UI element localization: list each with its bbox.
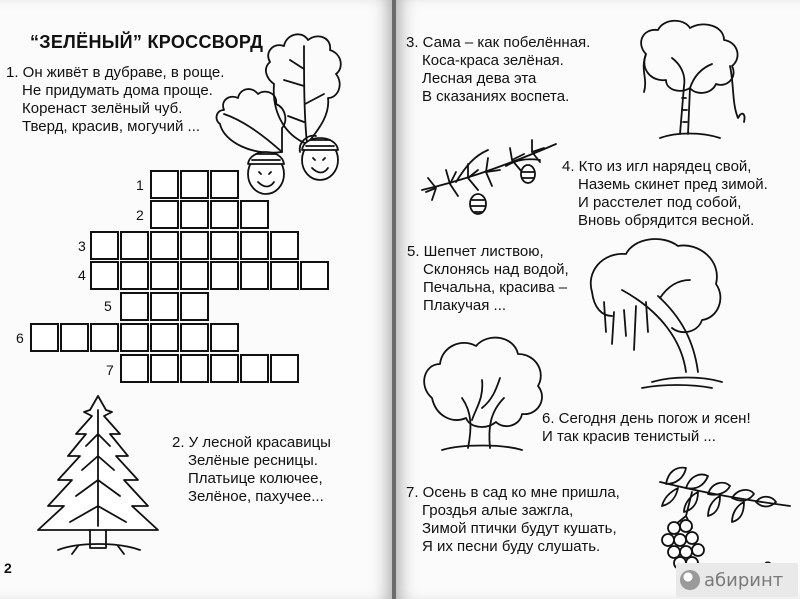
crossword-cell[interactable] (150, 261, 179, 290)
riddle-4-line: Вновь обрядится весной. (578, 212, 755, 229)
crossword-cell[interactable] (300, 261, 329, 290)
crossword-cell[interactable] (210, 323, 239, 352)
riddle-5 (407, 243, 569, 315)
riddle-1 (6, 64, 224, 136)
crossword-clue-number: 7 (106, 362, 114, 378)
riddle-6 (542, 410, 751, 446)
fir-tree-icon (28, 390, 168, 560)
riddle-6-line: И так красив тенистый ... (542, 428, 716, 445)
riddle-3-line: Лесная дева эта (422, 70, 537, 87)
crossword-cell[interactable] (240, 354, 269, 383)
crossword-cell[interactable] (120, 231, 149, 260)
crossword-cell[interactable] (180, 261, 209, 290)
crossword-cell[interactable] (120, 354, 149, 383)
riddle-7-line: Зимой птички будут кушать, (422, 520, 617, 537)
oak-leaf-acorns-icon (212, 24, 362, 194)
crossword-cell[interactable] (150, 292, 179, 321)
book-spine (392, 0, 396, 599)
page-title: “ЗЕЛЁНЫЙ” КРОССВОРД (30, 32, 264, 52)
crossword-cell[interactable] (150, 200, 179, 229)
crossword-cell[interactable] (210, 231, 239, 260)
crossword-cell[interactable] (120, 261, 149, 290)
riddle-2 (172, 434, 331, 506)
crossword-clue-number: 3 (78, 238, 86, 254)
crossword-cell[interactable] (120, 292, 149, 321)
crossword-clue-number: 4 (78, 267, 86, 283)
crossword-cell[interactable] (180, 231, 209, 260)
riddle-1-line: Не придумать дома проще. (22, 82, 213, 99)
riddle-3-line: Коса-краса зелёная. (422, 52, 564, 69)
crossword-cell[interactable] (240, 200, 269, 229)
riddle-5-line: Плакучая ... (423, 297, 507, 314)
larch-branch-icon (416, 130, 564, 225)
riddle-4-line: 4. Кто из игл нарядец свой, (562, 158, 752, 175)
crossword-cell[interactable] (270, 261, 299, 290)
riddle-2-line: Платьице колючее, (188, 470, 323, 487)
riddle-2-line: Зелёные ресницы. (188, 452, 318, 469)
crossword-cell[interactable] (30, 323, 59, 352)
crossword-cell[interactable] (180, 170, 209, 199)
willow-tree-icon (582, 232, 732, 392)
crossword-clue-number: 2 (136, 207, 144, 223)
riddle-4 (562, 158, 768, 230)
crossword-clue-number: 6 (16, 330, 24, 346)
riddle-1-line: Коренаст зелёный чуб. (22, 100, 183, 117)
crossword-cell[interactable] (150, 323, 179, 352)
crossword-cell[interactable] (210, 354, 239, 383)
riddle-7-line: Гроздья алые зажгла, (422, 502, 574, 519)
crossword-cell[interactable] (180, 292, 209, 321)
riddle-3-line: 3. Сама – как побелённая. (406, 34, 591, 51)
riddle-1-line: Тверд, красив, могучий ... (22, 118, 201, 135)
crossword-cell[interactable] (240, 261, 269, 290)
crossword-cell[interactable] (270, 354, 299, 383)
crossword-cell[interactable] (150, 170, 179, 199)
page-number-left: 2 (4, 560, 12, 576)
crossword-cell[interactable] (150, 354, 179, 383)
crossword-clue-number: 5 (104, 298, 112, 314)
birch-tree-icon (626, 14, 756, 149)
crossword-cell[interactable] (120, 323, 149, 352)
riddle-5-line: 5. Шепчет листвою, (407, 243, 544, 260)
crossword-cell[interactable] (90, 261, 119, 290)
riddle-5-line: Печальна, красива – (423, 279, 568, 296)
riddle-6-line: 6. Сегодня день погож и ясен! (542, 410, 751, 427)
labirint-logo-icon (680, 570, 700, 590)
riddle-3-line: В сказаниях воспета. (422, 88, 570, 105)
crossword-clue-number: 1 (136, 177, 144, 193)
crossword-cell[interactable] (270, 231, 299, 260)
crossword-cell[interactable] (210, 200, 239, 229)
rowan-branch-icon (646, 462, 796, 572)
crossword-cell[interactable] (210, 261, 239, 290)
riddle-7 (406, 484, 620, 556)
crossword-cell[interactable] (90, 323, 119, 352)
crossword-cell[interactable] (180, 354, 209, 383)
crossword-cell[interactable] (240, 231, 269, 260)
riddle-3 (406, 34, 590, 106)
crossword-cell[interactable] (180, 323, 209, 352)
riddle-2-line: 2. У лесной красавицы (172, 434, 331, 451)
crossword-cell[interactable] (60, 323, 89, 352)
riddle-2-line: Зелёное, пахучее... (188, 488, 324, 505)
crossword-cell[interactable] (90, 231, 119, 260)
riddle-4-line: Наземь скинет пред зимой. (578, 176, 768, 193)
crossword-cell[interactable] (180, 200, 209, 229)
riddle-1-line: 1. Он живёт в дубраве, в роще. (6, 64, 225, 81)
crossword-cell[interactable] (210, 170, 239, 199)
crossword-cell[interactable] (150, 231, 179, 260)
riddle-7-line: Я их песни буду слушать. (422, 538, 601, 555)
riddle-7-line: 7. Осень в сад ко мне пришла, (406, 484, 620, 501)
linden-tree-icon (412, 328, 552, 458)
riddle-5-line: Склонясь над водой, (423, 261, 569, 278)
labirint-watermark (676, 563, 798, 597)
riddle-4-line: И расстелет под собой, (578, 194, 742, 211)
watermark-text: абиринт (704, 569, 784, 591)
